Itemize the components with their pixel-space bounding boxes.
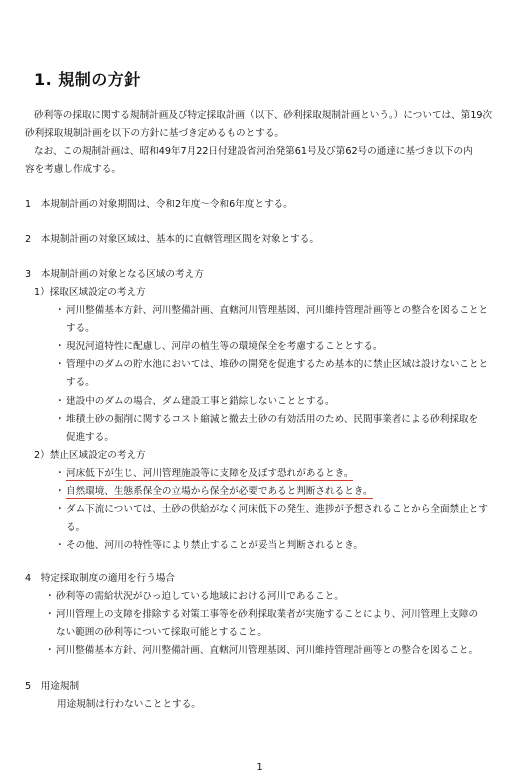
section-1-text: 1 本規制計画の対象期間は、令和2年度～令和6年度とする。: [25, 199, 293, 210]
extraction-item-4: 建設中のダムの場合、ダム建設工事と錯綜しないこととする。: [66, 396, 335, 407]
bullet-icon: ・: [55, 414, 65, 425]
section-4-heading: 4 特定採取制度の適用を行う場合: [25, 573, 176, 584]
prohibited-item-1: [66, 465, 353, 483]
prohibited-item-3-cont: る。: [66, 522, 86, 533]
section-3-heading: 3 本規制計画の対象となる区域の考え方: [25, 269, 204, 280]
extraction-item-3: 管理中のダムの貯水池においては、堆砂の開発を促進するため基本的に禁止区域は設けないことと: [66, 359, 489, 370]
bullet-icon: ・: [55, 341, 65, 352]
extraction-item-5: 堆積土砂の掘削に関するコスト縮減と撤去土砂の有効活用のため、民間事業者による砂利採取を: [66, 414, 479, 425]
prohibited-item-3: ダム下流については、土砂の供給がなく河床低下の発生、進捗が予想されることから全面禁止とす: [66, 504, 488, 515]
extraction-item-1: 河川整備基本方針、河川整備計画、直轄河川管理基図、河川維持管理計画等との整合を図ることと: [66, 305, 489, 316]
page-number: 1: [256, 762, 263, 773]
bullet-icon: ・: [55, 468, 65, 479]
intro-line-2: 砂利採取規制計画を以下の方針に基づき定めるものとする。: [25, 128, 285, 139]
underlined-text: 河床低下が生じ、河川管理施設等に支障を及ぼす恐れがあるとき。: [66, 468, 354, 479]
prohibited-item-2: [66, 483, 373, 501]
bullet-icon: ・: [55, 359, 65, 370]
intro-line-1: 砂利等の採取に関する規制計画及び特定採取計画（以下、砂利採取規制計画という。）については、第19次: [34, 110, 493, 121]
bullet-icon: ・: [45, 645, 55, 656]
bullet-icon: ・: [55, 504, 65, 515]
bullet-icon: ・: [45, 609, 55, 620]
bullet-icon: ・: [55, 305, 65, 316]
section-2-text: 2 本規制計画の対象区域は、基本的に直轄管理区間を対象とする。: [25, 234, 319, 245]
extraction-item-1-cont: する。: [66, 323, 95, 334]
special-item-2: 河川管理上の支障を排除する対策工事等を砂利採取業者が実施することにより、河川管理上支障の: [56, 609, 479, 620]
section-5-body: 用途規制は行わないこととする。: [57, 699, 201, 710]
sub-heading-extraction: 1）採取区域設定の考え方: [34, 287, 146, 298]
special-item-3: 河川整備基本方針、河川整備計画、直轄河川管理基図、河川維持管理計画等との整合を図ること。: [56, 645, 479, 656]
bullet-icon: ・: [55, 396, 65, 407]
bullet-icon: ・: [55, 540, 65, 551]
special-item-2-cont: ない範囲の砂利等について採取可能とすること。: [56, 627, 267, 638]
underlined-text: 自然環境、生態系保全の立場から保全が必要であると判断されるとき。: [66, 486, 373, 497]
intro-line-4: 容を考慮し作成する。: [25, 164, 121, 175]
bullet-icon: ・: [45, 591, 55, 602]
extraction-item-5-cont: 促進する。: [66, 432, 114, 443]
bullet-icon: ・: [55, 486, 65, 497]
section-5-heading: 5 用途規制: [25, 681, 80, 692]
sub-heading-prohibited: 2）禁止区域設定の考え方: [34, 450, 146, 461]
extraction-item-3-cont: する。: [66, 377, 95, 388]
special-item-1: 砂利等の需給状況がひっ迫している地域における河川であること。: [56, 591, 344, 602]
intro-line-3: なお、この規制計画は、昭和49年7月22日付建設省河治発第61号及び第62号の通達に基づき以下の内: [34, 146, 473, 157]
prohibited-item-4: その他、河川の特性等により禁止することが妥当と判断されるとき。: [66, 540, 364, 551]
section-title: 1. 規制の方針: [34, 70, 141, 89]
extraction-item-2: 現況河道特性に配慮し、河岸の植生等の環境保全を考慮することとする。: [66, 341, 383, 352]
